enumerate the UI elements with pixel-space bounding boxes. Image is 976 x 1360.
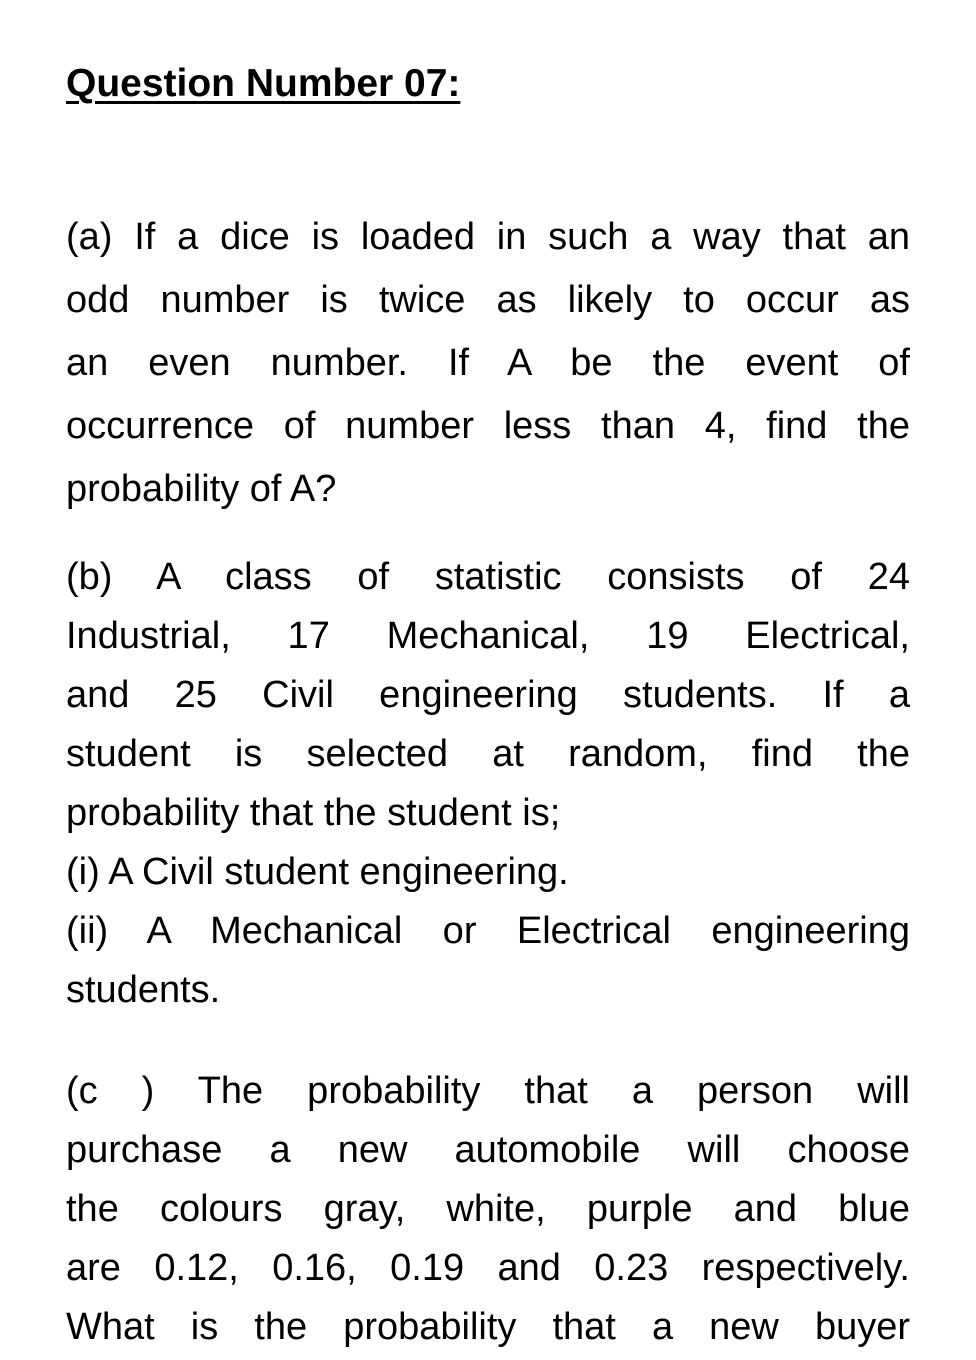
part-b-line: probability that the student is; [66, 792, 561, 834]
part-c-line: purchase a new automobile will choose [66, 1129, 910, 1171]
part-a-line: probability of A? [66, 468, 337, 510]
part-c-line: the colours gray, white, purple and blue [66, 1188, 910, 1230]
part-b-line: Industrial, 17 Mechanical, 19 Electrical, [66, 615, 910, 657]
part-b-subquestion-ii: (ii) A Mechanical or Electrical engineering [66, 910, 910, 952]
part-b-paragraph [66, 548, 910, 1020]
part-a-paragraph [66, 206, 910, 521]
question-title: Question Number 07: [66, 62, 461, 105]
part-a-line: odd number is twice as likely to occur as [66, 279, 910, 321]
part-b-subquestion-i: (i) A Civil student engineering. [66, 851, 569, 893]
part-c-paragraph [66, 1062, 910, 1357]
part-a-line: an even number. If A be the event of [66, 342, 910, 384]
part-b-line: and 25 Civil engineering students. If a [66, 674, 910, 716]
part-b-line: (b) A class of statistic consists of 24 [66, 556, 910, 598]
part-c-line: are 0.12, 0.16, 0.19 and 0.23 respectively. [66, 1247, 910, 1289]
part-b-subquestion-ii-continued: students. [66, 969, 221, 1011]
part-b-line: student is selected at random, find the [66, 733, 910, 775]
part-a-line: occurrence of number less than 4, find the [66, 405, 910, 447]
part-a-line: (a) If a dice is loaded in such a way that an [66, 216, 910, 258]
part-c-line: (c ) The probability that a person will [66, 1070, 910, 1112]
part-c-line: What is the probability that a new buyer [66, 1306, 910, 1348]
